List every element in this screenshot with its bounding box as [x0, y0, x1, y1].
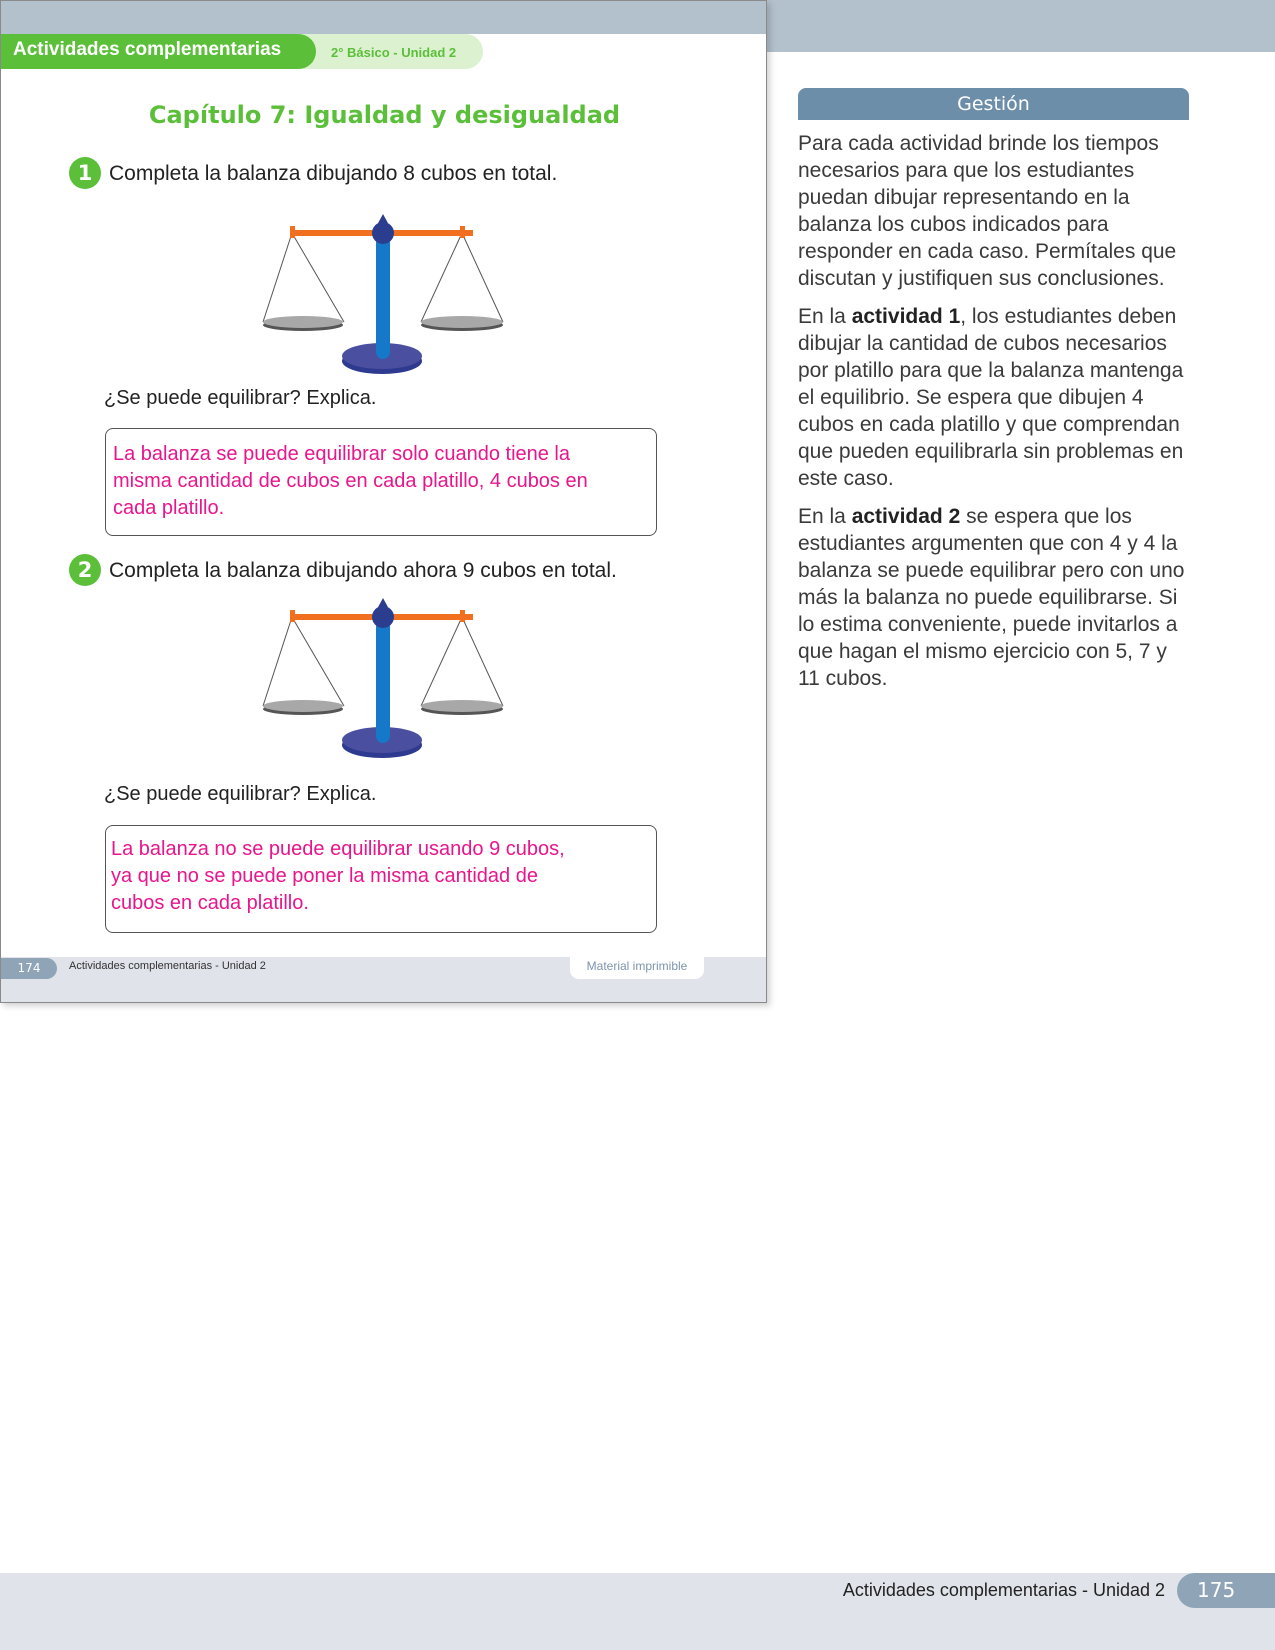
right-page-number: 175: [1177, 1573, 1275, 1608]
activity-1-question: ¿Se puede equilibrar? Explica.: [104, 387, 377, 409]
gestion-paragraph-2: [798, 303, 1193, 492]
gestion-p3-rest: se espera que los estudiantes argumenten que con 4 y 4 la balanza se puede equilibrar pero con uno más la balanza no puede equilibrarse. Si lo estima conveniente, puede invitarlos a que hagan el mismo ejercicio con 5, 7 y 11 cubos.: [798, 505, 1185, 690]
gestion-p2-bold: actividad 1: [851, 305, 961, 328]
gestion-p3-bold: actividad 2: [851, 505, 961, 528]
right-footer-text: Actividades complementarias - Unidad 2: [842, 1580, 1165, 1600]
activity-2-number-badge: 2: [69, 554, 101, 586]
left-footer-text: Actividades complementarias - Unidad 2: [69, 960, 266, 972]
activity-2-question: ¿Se puede equilibrar? Explica.: [104, 783, 377, 805]
balance-scale-icon: [263, 214, 503, 374]
gestion-paragraph-1: Para cada actividad brinde los tiempos necesarios para que los estudiantes puedan dibujar representando en la balanza los cubos indicados para responder en cada caso. Permítales que discutan y justifiquen sus conclusiones.: [798, 132, 1177, 290]
gestion-p2-rest: , los estudiantes deben dibujar la cantidad de cubos necesarios por platillo para que la balanza mantenga el equilibrio. Se espera que dibujen 4 cubos en cada platillo y que comprendan que pueden equilibrarla sin problemas en este caso.: [798, 305, 1184, 490]
gestion-p2-prefix: En la: [798, 305, 852, 328]
balance-scale-1: [241, 201, 541, 391]
gestion-header: Gestión: [798, 88, 1189, 120]
grade-unit-label: 2° Básico - Unidad 2: [331, 45, 457, 60]
printable-sheet: [0, 0, 767, 1003]
balance-scale-2: [241, 585, 541, 775]
activity-2-prompt: Completa la balanza dibujando ahora 9 cubos en total.: [109, 559, 617, 582]
activity-1-number-badge: 1: [69, 157, 101, 189]
gestion-body: [798, 130, 1193, 703]
activity-2-answer: La balanza no se puede equilibrar usando 9 cubos, ya que no se puede poner la misma cantidad de cubos en cada platillo.: [111, 838, 565, 914]
sheet-top-band: [1, 1, 767, 34]
chapter-title: Capítulo 7: Igualdad y desigualdad: [148, 101, 621, 129]
activity-1-answer-box[interactable]: [105, 428, 657, 536]
section-label: Actividades complementarias: [13, 39, 282, 60]
gestion-p3-prefix: En la: [798, 505, 852, 528]
activity-1-answer: La balanza se puede equilibrar solo cuando tiene la misma cantidad de cubos en cada platillo, 4 cubos en cada platillo.: [113, 443, 588, 519]
gestion-paragraph-3: [798, 503, 1193, 692]
activity-1-prompt: Completa la balanza dibujando 8 cubos en total.: [109, 162, 558, 185]
left-page-number: 174: [1, 958, 57, 979]
activity-2-answer-box[interactable]: [105, 825, 657, 933]
material-imprimible-tab: Material imprimible: [570, 956, 704, 979]
balance-scale-icon: [263, 598, 503, 758]
